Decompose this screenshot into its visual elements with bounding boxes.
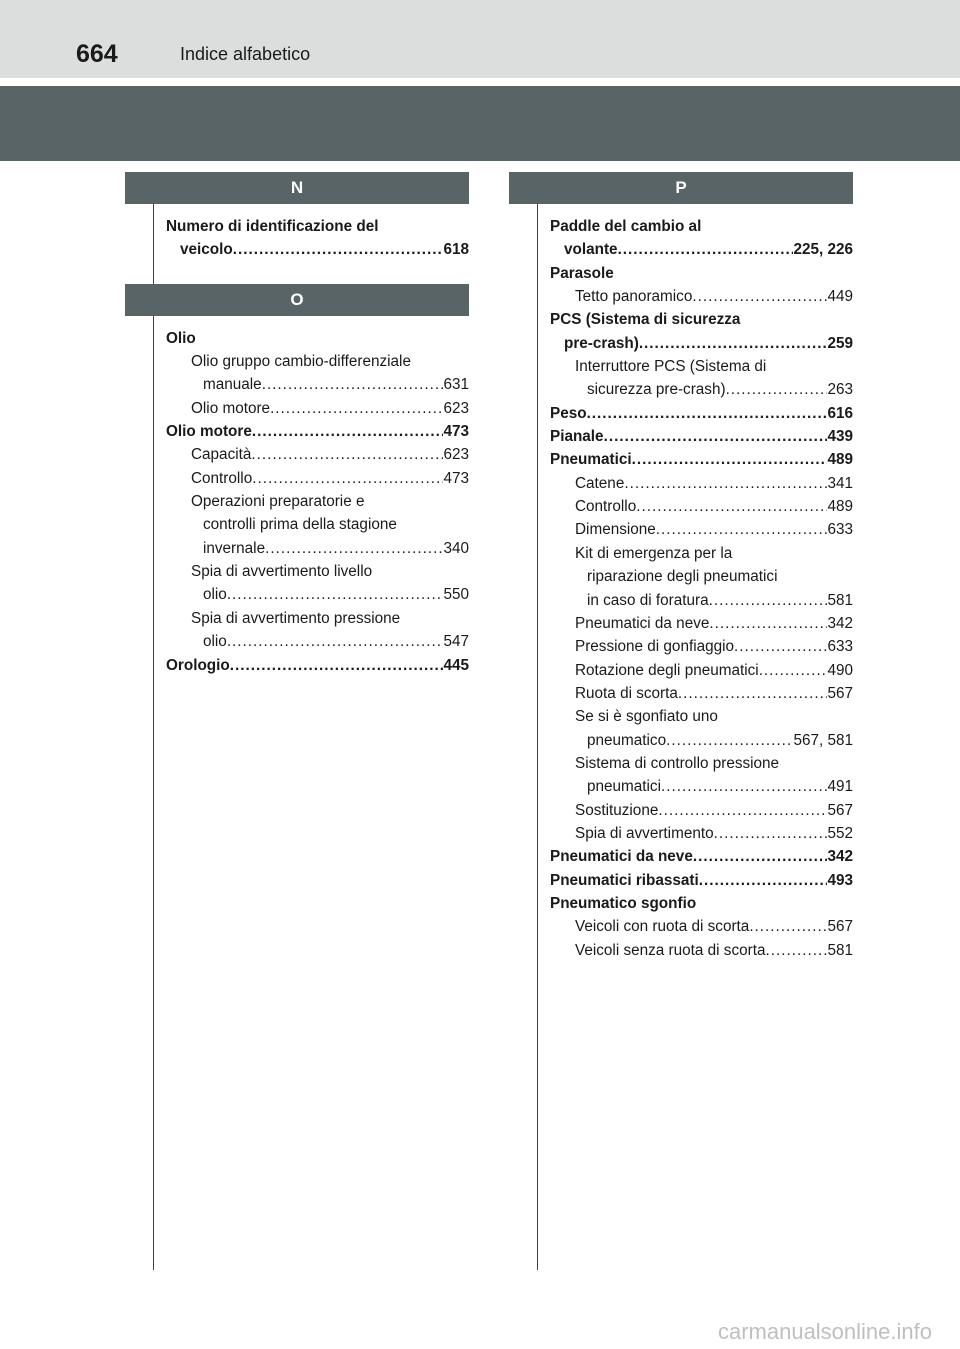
dot-leader: [233, 238, 444, 261]
entry-term: veicolo: [180, 241, 233, 259]
entry-page-ref: 445: [443, 656, 469, 674]
entry-page-ref: 489: [827, 498, 853, 516]
entry-term: Paddle del cambio al: [550, 218, 702, 235]
index-entry: [550, 402, 853, 425]
index-entry: [550, 775, 853, 798]
index-entry: [550, 332, 853, 355]
dot-leader: [636, 495, 827, 518]
dot-leader: [693, 845, 828, 868]
entry-page-ref: 581: [827, 591, 853, 609]
entry-page-ref: 552: [827, 824, 853, 842]
index-entry: [550, 285, 853, 308]
dot-leader: [714, 822, 828, 845]
entry-page-ref: 340: [443, 539, 469, 557]
entry-page-ref: 259: [827, 334, 853, 352]
entry-term: Tetto panoramico: [575, 288, 693, 306]
entry-term: PCS (Sistema di sicurezza: [550, 311, 741, 329]
entry-term: Spia di avvertimento livello: [191, 563, 373, 581]
entry-page-ref: 493: [827, 871, 853, 889]
entry-page-ref: 449: [827, 288, 853, 306]
entry-term: Sostituzione: [575, 801, 659, 819]
index-entry: [550, 682, 853, 705]
entry-term: Pneumatici da neve: [550, 848, 693, 866]
entry-term: in caso di foratura: [587, 591, 709, 609]
index-entry: [550, 589, 853, 612]
header-band: [0, 86, 960, 161]
entry-page-ref: 633: [827, 638, 853, 656]
entry-term: riparazione degli pneumatici: [587, 568, 778, 586]
entry-page-ref: 341: [827, 474, 853, 492]
entry-page-ref: 623: [443, 446, 469, 464]
index-entry: [550, 612, 853, 635]
entry-page-ref: 473: [443, 423, 469, 441]
page-header: [0, 0, 960, 78]
index-entry: [550, 705, 853, 728]
index-entry: [550, 308, 853, 331]
dot-leader: [227, 630, 444, 653]
index-entry-list: [153, 204, 469, 262]
index-entry: [550, 915, 853, 938]
index-entry: [166, 607, 469, 630]
entry-term: controlli prima della stagione: [203, 516, 397, 534]
index-entry: [550, 472, 853, 495]
index-entry: [550, 518, 853, 541]
entry-page-ref: 490: [827, 661, 853, 679]
entry-page-ref: 342: [827, 614, 853, 632]
entry-term: olio: [203, 633, 227, 651]
dot-leader: [709, 589, 828, 612]
index-entry: [550, 495, 853, 518]
dot-leader: [604, 425, 828, 448]
index-entry: [166, 513, 469, 536]
entry-term: Olio: [166, 329, 196, 347]
entry-page-ref: 473: [443, 469, 469, 487]
index-entry: [166, 467, 469, 490]
dot-leader: [227, 583, 444, 606]
entry-page-ref: 631: [443, 376, 469, 394]
index-entry: [550, 448, 853, 471]
entry-term: Kit di emergenza per la: [575, 544, 733, 562]
right-index-column: [537, 172, 853, 962]
entry-term: Ruota di scorta: [575, 684, 678, 702]
dot-leader: [252, 420, 444, 443]
page-number: 664: [76, 40, 118, 68]
entry-page-ref: 567: [827, 918, 853, 936]
entry-term: olio: [203, 586, 227, 604]
entry-term: Operazioni preparatorie e: [191, 493, 365, 511]
entry-page-ref: 567, 581: [793, 731, 853, 749]
left-index-column: [153, 172, 469, 677]
dot-leader: [678, 682, 828, 705]
index-entry: [166, 490, 469, 513]
entry-page-ref: 491: [827, 778, 853, 796]
entry-term: Pneumatici da neve: [575, 614, 710, 632]
entry-term: Pneumatici: [550, 451, 632, 469]
dot-leader: [230, 654, 444, 677]
entry-term: pre-crash): [564, 334, 639, 352]
entry-page-ref: 618: [443, 241, 469, 259]
entry-term: Pressione di gonfiaggio: [575, 638, 735, 656]
entry-term: Capacità: [191, 446, 252, 464]
entry-term: Spia di avvertimento: [575, 824, 714, 842]
index-entry: [550, 635, 853, 658]
entry-term: Catene: [575, 474, 625, 492]
entry-term: Olio motore: [166, 423, 252, 441]
index-entry: [550, 378, 853, 401]
dot-leader: [639, 332, 828, 355]
entry-term: invernale: [203, 539, 266, 557]
entry-page-ref: 616: [827, 404, 853, 422]
index-entry: [550, 799, 853, 822]
index-entry: [550, 215, 853, 238]
index-entry: [550, 869, 853, 892]
entry-term: Sistema di controllo pressione: [575, 754, 780, 772]
index-entry: [166, 630, 469, 653]
dot-leader: [658, 799, 827, 822]
entry-page-ref: 342: [827, 848, 853, 866]
entry-term: Pneumatici ribassati: [550, 871, 699, 889]
entry-term: manuale: [203, 376, 262, 394]
entry-term: Peso: [550, 404, 587, 422]
dot-leader: [656, 518, 828, 541]
entry-term: Rotazione degli pneumatici: [575, 661, 759, 679]
index-entry: [550, 822, 853, 845]
index-entry: [550, 425, 853, 448]
dot-leader: [587, 402, 828, 425]
dot-leader: [618, 238, 794, 261]
dot-leader: [262, 373, 444, 396]
index-entry: [166, 654, 469, 677]
index-entry: [550, 892, 853, 915]
entry-term: Veicoli con ruota di scorta: [575, 918, 750, 936]
dot-leader: [661, 775, 827, 798]
entry-page-ref: 623: [443, 399, 469, 417]
index-entry: [166, 327, 469, 350]
index-entry: [550, 262, 853, 285]
entry-term: Orologio: [166, 656, 230, 674]
entry-page-ref: 439: [827, 428, 853, 446]
index-entry: [550, 542, 853, 565]
entry-term: Olio gruppo cambio-differenziale: [191, 353, 411, 371]
section-letter-bar: N: [125, 172, 469, 204]
index-entry: [550, 752, 853, 775]
index-entry: [166, 373, 469, 396]
index-entry: [166, 215, 469, 238]
entry-term: Numero di identificazione del: [166, 218, 379, 235]
entry-term: pneumatici: [587, 778, 661, 796]
dot-leader: [692, 285, 827, 308]
index-entry-list: [153, 316, 469, 677]
index-entry: [166, 420, 469, 443]
page-title: Indice alfabetico: [180, 44, 311, 64]
dot-leader: [624, 472, 827, 495]
entry-page-ref: 489: [827, 451, 853, 469]
index-entry: [550, 939, 853, 962]
section-letter-bar: P: [509, 172, 853, 204]
section-letter-bar: O: [125, 284, 469, 316]
dot-leader: [726, 378, 828, 401]
index-entry: [550, 729, 853, 752]
entry-term: Dimensione: [575, 521, 656, 539]
entry-term: Pneumatico sgonfio: [550, 894, 697, 912]
entry-page-ref: 567: [827, 684, 853, 702]
entry-term: Olio motore: [191, 399, 271, 417]
index-entry: [550, 659, 853, 682]
entry-page-ref: 567: [827, 801, 853, 819]
index-entry: [550, 238, 853, 261]
index-entry-list: [537, 204, 853, 962]
entry-page-ref: 633: [827, 521, 853, 539]
dot-leader: [749, 915, 827, 938]
entry-term: volante: [564, 241, 618, 259]
entry-page-ref: 547: [443, 633, 469, 651]
dot-leader: [709, 612, 827, 635]
entry-page-ref: 581: [827, 941, 853, 959]
index-entry: [550, 565, 853, 588]
index-entry: [166, 443, 469, 466]
entry-page-ref: 225, 226: [793, 241, 853, 259]
dot-leader: [699, 869, 828, 892]
entry-term: Controllo: [191, 469, 253, 487]
dot-leader: [265, 537, 443, 560]
entry-term: sicurezza pre-crash): [587, 381, 726, 399]
index-entry: [166, 583, 469, 606]
dot-leader: [632, 448, 828, 471]
entry-term: Controllo: [575, 498, 637, 516]
entry-term: pneumatico: [587, 731, 667, 749]
entry-page-ref: 263: [827, 381, 853, 399]
index-entry: [166, 350, 469, 373]
entry-term: Pianale: [550, 428, 604, 446]
dot-leader: [252, 467, 443, 490]
index-entry: [166, 238, 469, 261]
section-spacer: [153, 262, 469, 284]
index-entry: [166, 537, 469, 560]
dot-leader: [734, 635, 827, 658]
entry-term: Interruttore PCS (Sistema di: [575, 358, 767, 376]
index-entry: [550, 845, 853, 868]
index-entry: [550, 355, 853, 378]
entry-term: Veicoli senza ruota di scorta: [575, 941, 766, 959]
dot-leader: [251, 443, 443, 466]
index-entry: [166, 560, 469, 583]
entry-term: Spia di avvertimento pressione: [191, 609, 401, 627]
watermark: carmanualsonline.info: [717, 1319, 932, 1344]
dot-leader: [270, 397, 443, 420]
dot-leader: [666, 729, 793, 752]
entry-page-ref: 550: [443, 586, 469, 604]
entry-term: Parasole: [550, 264, 614, 282]
entry-term: Se si è sgonfiato uno: [575, 708, 718, 726]
dot-leader: [765, 939, 827, 962]
dot-leader: [759, 659, 828, 682]
index-entry: [166, 397, 469, 420]
